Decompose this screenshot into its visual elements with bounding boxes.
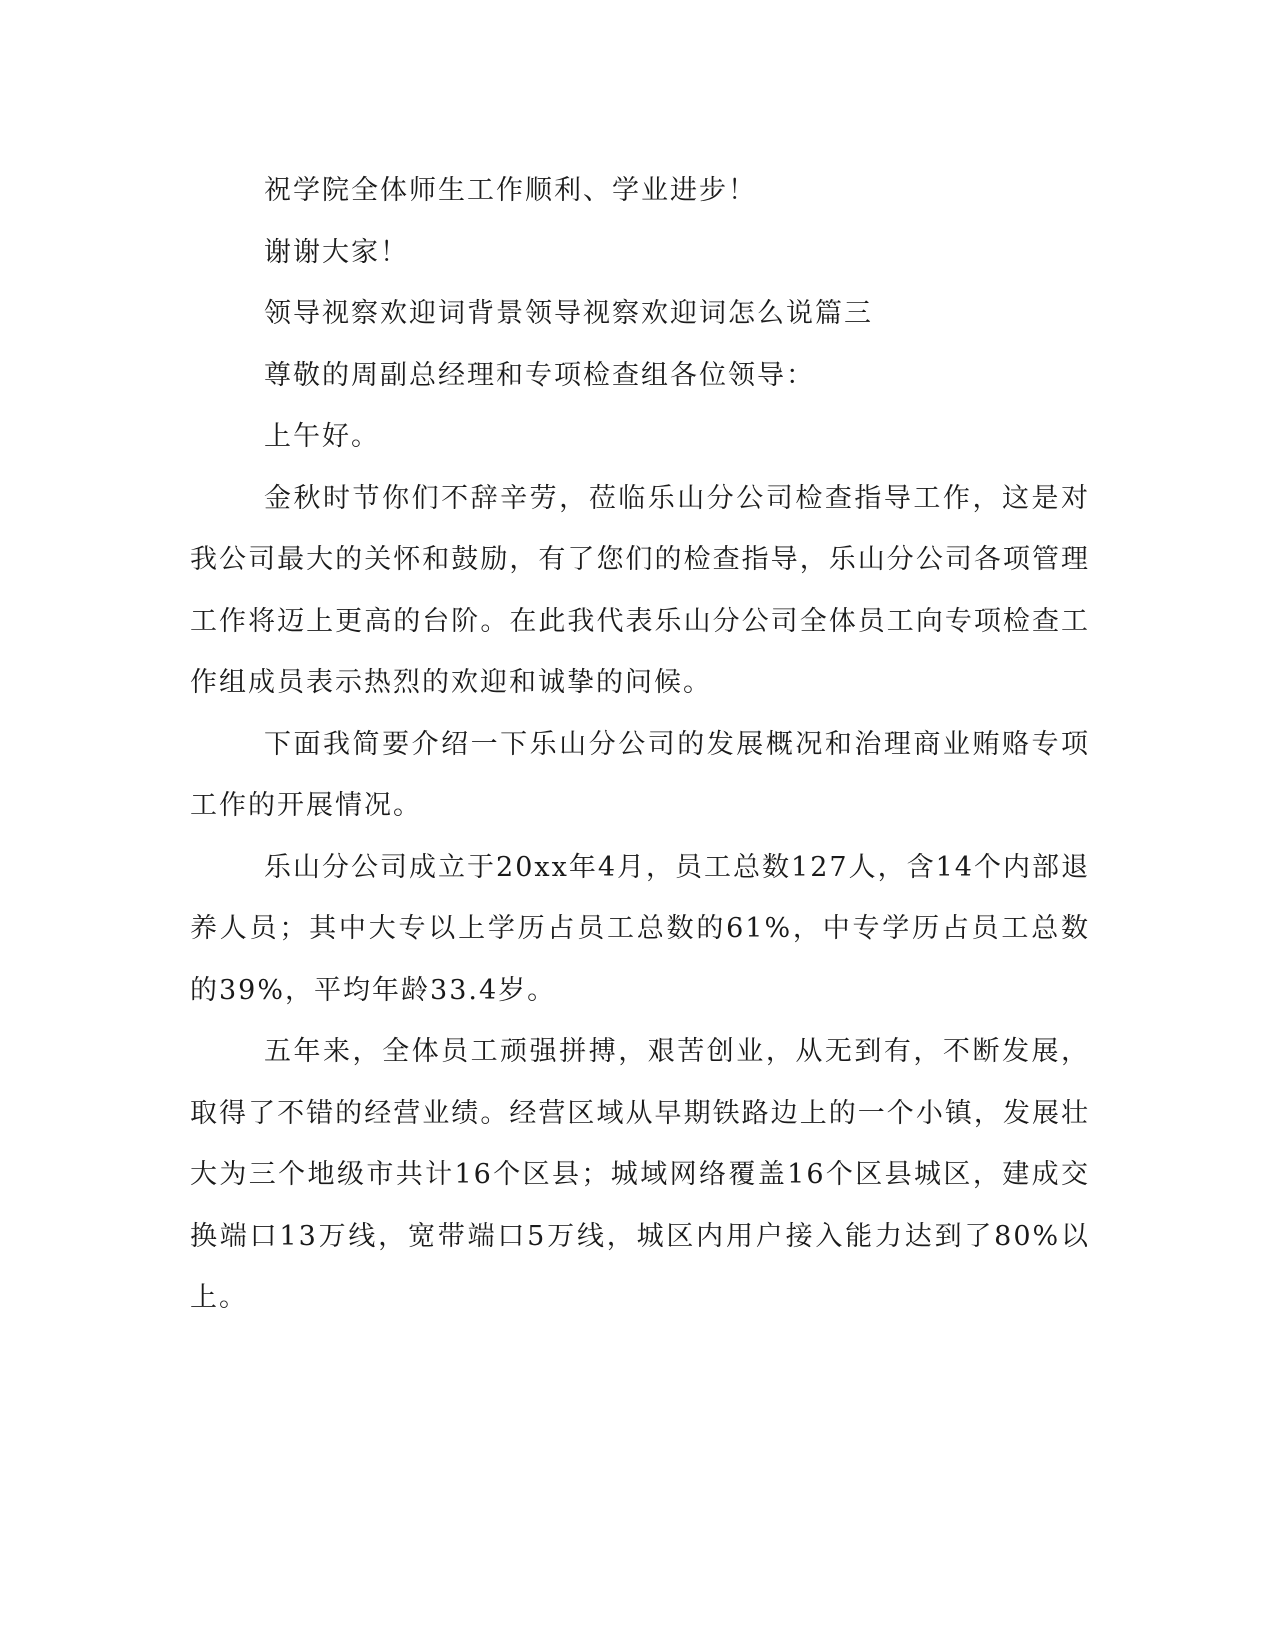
paragraph-closing-wish: 祝学院全体师生工作顺利、学业进步！: [264, 175, 757, 206]
document-body: [190, 160, 1090, 1329]
paragraph-greeting: 上午好。: [264, 421, 380, 452]
paragraph-achievements: 五年来，全体员工顽强拼搏，艰苦创业，从无到有，不断发展，取得了不错的经营业绩。经营区域从早期铁路边上的一个小镇，发展壮大为三个地级市共计16个区县；城域网络覆盖16个区县城区，建成交换端口13万线，宽带端口5万线，城区内用户接入能力达到了80%以上。: [190, 1036, 1090, 1313]
section-heading: 领导视察欢迎词背景领导视察欢迎词怎么说篇三: [264, 298, 873, 329]
paragraph-company-profile: 乐山分公司成立于20xx年4月，员工总数127人，含14个内部退养人员；其中大专以上学历占员工总数的61%，中专学历占员工总数的39%，平均年龄33.4岁。: [190, 851, 1090, 1006]
paragraph-introduction: 下面我简要介绍一下乐山分公司的发展概况和治理商业贿赂专项工作的开展情况。: [190, 728, 1090, 821]
paragraph-welcome: 金秋时节你们不辞辛劳，莅临乐山分公司检查指导工作，这是对我公司最大的关怀和鼓励，有了您们的检查指导，乐山分公司各项管理工作将迈上更高的台阶。在此我代表乐山分公司全体员工向专项检查工作组成员表示热烈的欢迎和诚挚的问候。: [190, 482, 1090, 698]
paragraph-thanks: 谢谢大家！: [264, 236, 409, 268]
paragraph-salutation: 尊敬的周副总经理和专项检查组各位领导：: [264, 359, 815, 391]
